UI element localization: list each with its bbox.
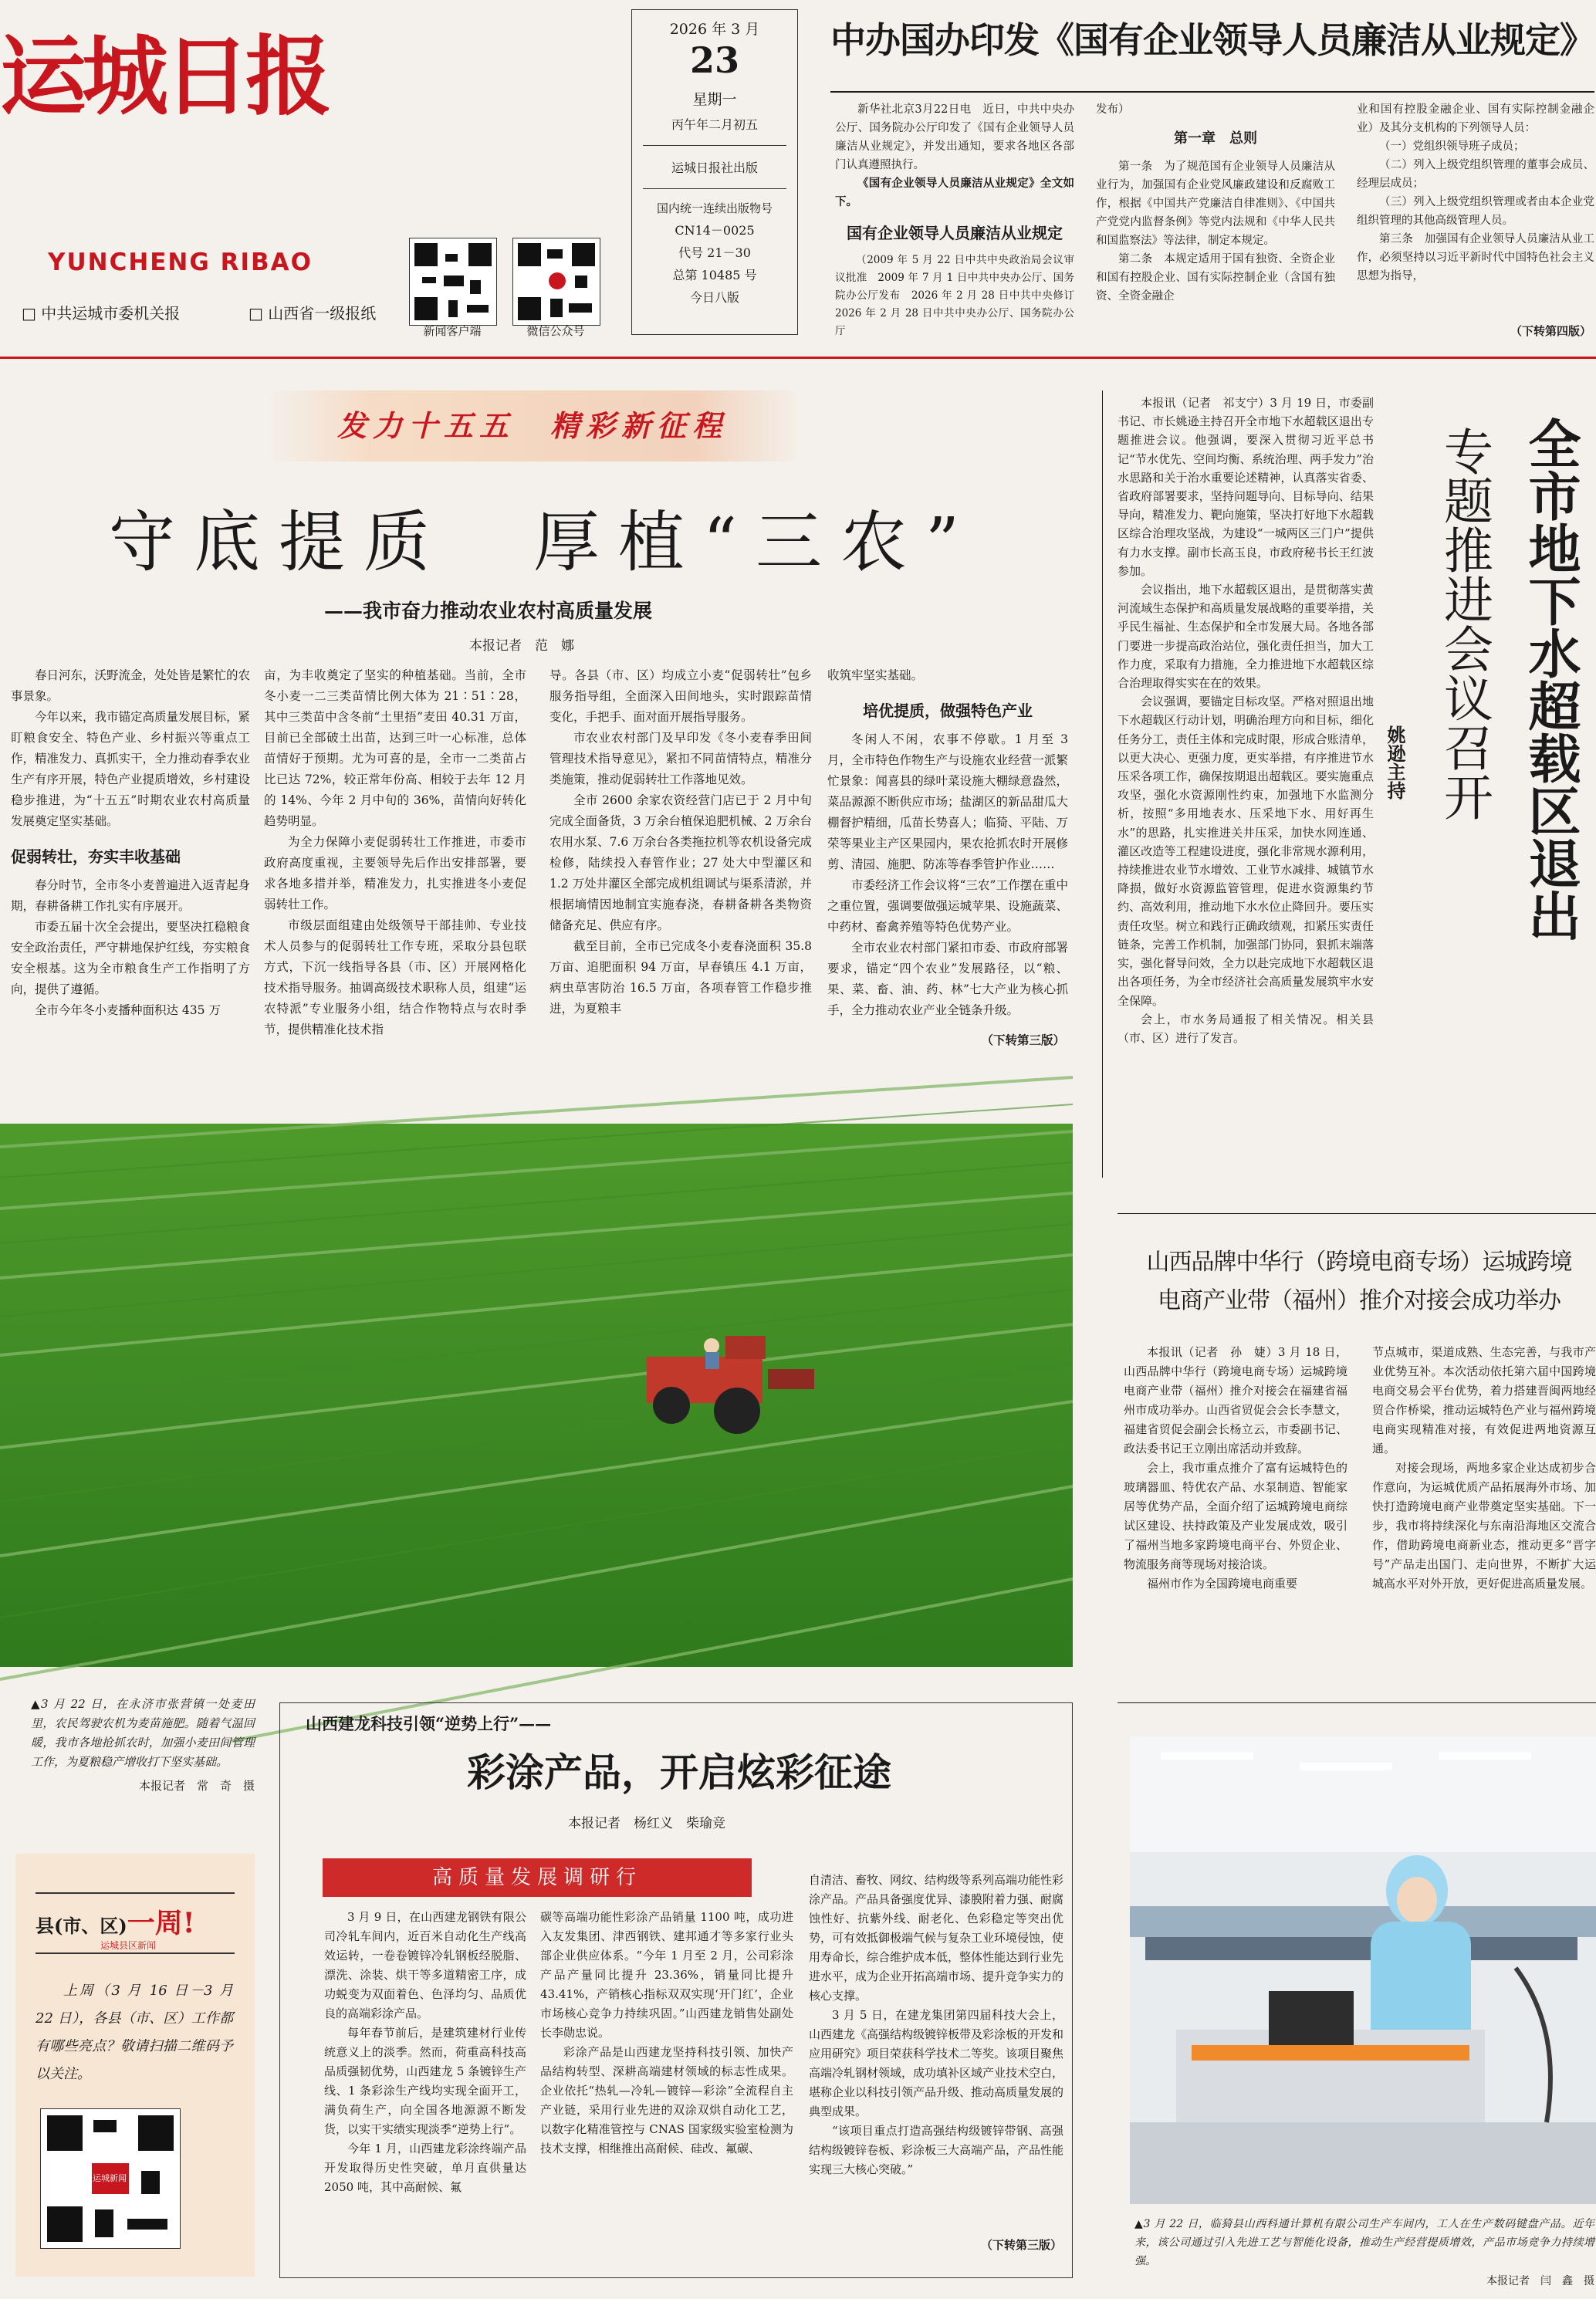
right-headline-b: 专题推进会议召开 <box>1435 426 1493 821</box>
news-app-qr-label: 新闻客户端 <box>423 324 482 338</box>
feature-headline: 守底提质 厚植“三农” <box>109 504 978 581</box>
caitu-col3: 自清洁、畜牧、网纹、结构级等系列高端功能性彩涂产品。产品具备强度优异、漆膜附着力强、耐腐蚀性好、抗紫外线、耐老化、色彩稳定等突出优势，可有效抵御极端气候与复杂工业环境侵蚀，使用寿命长，综合维护成本低，整体性能达到行业先进水平，成为企业开拓高端市场、提升竞争实力的核心支撑。 3 月 5 日，在建龙集团第四届科技大会上，山西建龙《高强结构级镀锌板带及彩涂板的开发和应用研究》项目荣获科学技术二等奖。该项目聚焦高端冷轧钢材领域，成功填补区域产业技术空白，堪称企业以科技引领产品升级、推动高质量发展的典型成果。 “该项目重点打造高强结构级镀锌带钢、高强结构级镀锌卷板、彩涂板三大高端产品，产品性能实现三大核心突破。” <box>809 1873 1064 2176</box>
masthead-title: 运城日报 <box>0 26 327 127</box>
top-news-col3: 业和国有控股金融企业、国有实际控制金融企业）及其分支机构的下列领导人员： （一）党组织领导班子成员； （二）列入上级党组织管理的董事会成员、经理层成员； （三）列入上级党组织管理或者由本企业党组织管理的其他高级管理人员。 第三条 加强国有企业领导人员廉洁从业工作，必须坚持以习近平新时代中国特色社会主义思想为指导， <box>1357 103 1594 282</box>
date-day: 23 <box>689 39 739 81</box>
weekly-text: 上周（3 月 16 日－3 月 22 日），各县（市、区）工作都有哪些亮点？敬请扫描二维码予以关注。 <box>36 1983 233 2082</box>
export-col1: 本报讯（记者 孙 婕）3 月 18 日，山西品牌中华行（跨境电商专场）运城跨境电商产业带（福州）推介对接会在福建省福州市成功举办。山西省贸促会会长李慧文，福建省贸促会副会长杨立云，市委副书记、政法委书记王立刚出席活动并致辞。 会上，我市重点推介了富有运城特色的玻璃器皿、特优农产品、水泵制造、智能家居等优势产品，全面介绍了运城跨境电商综试区建设、扶持政策及产业发展成效，吸引了福州当地多家跨境电商平台、外贸企业、物流服务商等现场对接洽谈。 福州市作为全国跨境电商重要 <box>1124 1345 1347 1591</box>
wechat-qr-label: 微信公众号 <box>526 324 585 338</box>
caitu-kicker: 山西建龙科技引领“逆势上行”—— <box>306 1714 552 1733</box>
photo2-caption: ▲3 月 22 日，临猗县山西科通计算机有限公司生产车间内，工人在生产数码键盘产品。近年来，该公司通过引入先进工艺与智能化设备，推动生产经营提质增效，产品市场竞争力持续增强。 本报记者 闫 鑫 摄 <box>1134 2218 1594 2287</box>
publisher: 运城日报社出版 <box>671 161 758 175</box>
top-news-continue: （下转第四版） <box>1434 323 1591 339</box>
total-issue: 总第 10485 号 <box>672 268 757 282</box>
caitu-col2: 碳等高端功能性彩涂产品销量 1100 吨，成功进入友发集团、津西钢铁、建邦通才等多家行业头部企业供应体系。“今年 1 月至 2 月，公司彩涂产品产量同比提升 23.36%，销量同比提升 43.41%，产销核心指标双双实现‘开门红’，企业市场核心竞争力持续巩固。”山西建龙销售处副处长李勋忠说。 彩涂产品是山西建龙坚持科技引领、加快产品结构转型、深耕高端建材领域的标志性成果。企业依托“热轧—冷轧—镀锌—彩涂”全流程自主产业链，采用行业先进的双涂双烘自动化工艺，以数字化精准管控与 CNAS 国家级实验室检测为技术支撑，相继推出高耐候、硅改、氟碳、 <box>540 1910 793 2155</box>
feature-subhead-2: 培优提质，做强特色产业 <box>863 702 1033 720</box>
masthead-pinyin: YUNCHENG RIBAO <box>48 248 313 276</box>
feature-byline: 本报记者 范 娜 <box>469 638 574 654</box>
factory-image <box>1130 1736 1596 2204</box>
date-box <box>631 9 798 335</box>
date-lunar: 丙午年二月初五 <box>671 117 758 132</box>
feature-col1: 春日河东，沃野流金，处处皆是繁忙的农事景象。 今年以来，我市锚定高质量发展目标，紧盯粮食安全、特色产业、乡村振兴等重点工作，精准发力、真抓实干，全力推动春季农业生产有序开展，特色产业提质增效，乡村建设稳步推进，为“十五五”时期农业农村高质量发展奠定坚实基础。 促弱转壮，夯实丰收基础 春分时节，全市冬小麦普遍进入返青起身期，春耕备耕工作扎实有序展开。 市委五届十次全会提出，要坚决扛稳粮食安全政治责任，严守耕地保护红线，夯实粮食安全根基。这为全市粮食生产工作指明了方向，提供了遵循。 全市今年冬小麦播种面积达 435 万 <box>11 668 251 1017</box>
top-news-headline: 中办国办印发《国有企业领导人员廉洁从业规定》 <box>830 19 1594 61</box>
weekly-tagline: 运城县区新闻 <box>100 1940 157 1951</box>
caitu-continue: （下转第三版） <box>908 2236 1062 2253</box>
caitu-banner: 高质量发展调研行 <box>323 1858 752 1897</box>
export-headline-a: 山西品牌中华行（跨境电商专场）运城跨境 <box>1146 1249 1572 1276</box>
top-news-col1: 新华社北京3月22日电 近日，中共中央办公厅、国务院办公厅印发了《国有企业领导人员廉洁从业规定》，并发出通知，要求各地区各部门认真遵照执行。 《国有企业领导人员廉洁从业规定》全文如下。 国有企业领导人员廉洁从业规定 （2009 年 5 月 22 日中共中央政治局会议审议批准 2009 年 7 月 1 日中共中央办公厅、国务院办公厅发布 2026 年 2 月 28 日中共中央修订 2026 年 2 月 28 日中共中央办公厅、国务院办公厅 <box>835 103 1085 337</box>
masthead-org1: □ 中共运城市委机关报 <box>22 304 181 323</box>
cn-number: CN14－0025 <box>675 223 755 238</box>
chapter-title: 第一章 总则 <box>1174 130 1257 147</box>
wechat-qr[interactable] <box>512 238 600 326</box>
photo1-caption: ▲3 月 22 日，在永济市张营镇一处麦田里，农民驾驶农机为麦苗施肥。随着气温回暖，我市各地抢抓农时，加强小麦田间管理工作，为夏粮稳产增收打下坚实基础。 本报记者 常 奇 摄 <box>31 1697 255 1793</box>
page-count: 今日八版 <box>689 290 739 305</box>
weekly-title-b: 一周! <box>127 1907 195 1939</box>
feature-col2: 亩，为丰收奠定了坚实的种植基础。当前，全市冬小麦一二三类苗情比例大体为 21∶51∶28，其中三类苗中含冬前“土里捂”麦田 40.31 万亩，目前已全部破土出苗，达到三叶一心标准，总体苗情好于预期。尤为可喜的是，全市一二类苗占比已达 72%，较正常年份高、相较于去年 12 月的 14%、今年 2 月中旬的 36%，苗情向好转化趋势明显。 为全力保障小麦促弱转壮工作推进，市委市政府高度重视，主要领导先后作出安排部署，要求各地多措并举，精准发力，扎实推进冬小麦促弱转壮工作。 市级层面组建由处级领导干部挂帅、专业技术人员参与的促弱转壮工作专班，采取分县包联方式，下沉一线指导各县（市、区）开展网格化技术指导服务。抽调高级技术职称人员，组建“运农特派”专业服务小组，结合作物特点与农时季节，提供精准化技术指 <box>264 668 526 1036</box>
date-weekday: 星期一 <box>692 91 737 108</box>
right-presider: 姚逊主持 <box>1384 725 1406 800</box>
caitu-headline: 彩涂产品，开启炫彩征途 <box>467 1750 891 1795</box>
right-article-body: 本报讯（记者 祁支宁）3 月 19 日，市委副书记、市长姚逊主持召开全市地下水超载区退出专题推进会议。他强调，要深入贯彻习近平总书记“节水优先、空间均衡、系统治理、两手发力”治水思路和关于治水重要论述精神，认真落实省委、省政府部署要求，坚持问题导向、目标导向、结果导向，精准发力、靶向施策，坚决打好地下水超载区综合治理攻坚战，为建设“一城两区三门户”提供有力水支撑。副市长高玉良，市政府秘书长王红波参加。 会议指出，地下水超载区退出，是贯彻落实黄河流域生态保护和高质量发展战略的重要举措，关乎民生福祉、生态保护和全市发展大局。各地各部门要进一步提高政治站位，强化责任担当，加大工作力度，采取有力措施，全力推进地下水超载区综合治理取得实实在在的效果。 会议强调，要锚定目标攻坚。严格对照退出地下水超载区行动计划，明确治理方向和目标，细化任务分工，责任主体和完成时限，形成合账清单，以更大决心、更强力度，更实举措，有序推进节水压采各项工作，确保按期退出超载区。要实施重点攻坚，强化水资源刚性约束，加强地下水监测分析，按照“多用地表水、压采地下水、用好再生水”的思路，扎实推进关井压采，加快水网连通、灌区改造等工程建设进度，强化非常规水源利用，持续推进农业节水增效、工业节水减排、城镇节水降损，做好水资源监管管理，促进水资源集约节约、高效利用，推动地下水水位止降回升。要压实责任攻坚。树立和践行正确政绩观，扣紧压实责任链条，完善工作机制，加强部门协同，狠抓末端落实，强化督导问效，全力以赴完成地下水超载区退出各项任务，为全市经济社会高质量发展筑牢水安全保障。 会上，市水务局通报了相关情况。相关县（市、区）进行了发言。 <box>1118 396 1374 1045</box>
caitu-byline: 本报记者 杨红义 柴瑜竞 <box>568 1816 725 1831</box>
weekly-qr-label: 运城新闻 <box>93 2173 127 2183</box>
feature-col3: 导。各县（市、区）均成立小麦“促弱转壮”包乡服务指导组，全面深入田间地头，实时跟踪苗情变化，手把手、面对面开展指导服务。 市农业农村部门及早印发《冬小麦春季田间管理技术指导意见》，紧扣不同苗情特点，精准分类施策，推动促弱转壮工作落地见效。 全市 2600 余家农资经营门店已于 2 月中旬完成全面备货，3 万余台植保追肥机械、2 万余台农用水泵、7.6 万余台各类拖拉机等农机设备完成检修，陆续投入春管作业；27 处大中型灌区和 1.2 万处井灌区全部完成机组调试与渠系清淤，并根据墒情因地制宜实施春浇，春耕备耕各类物资储备充足、供应有序。 截至目前，全市已完成冬小麦春浇面积 35.8 万亩、追肥面积 94 万亩，早春镇压 4.1 万亩，病虫草害防治 16.5 万亩，各项春管工作稳步推进，为夏粮丰 <box>549 668 812 1016</box>
export-headline-b: 电商产业带（福州）推介对接会成功举办 <box>1158 1287 1560 1314</box>
issn-label: 国内统一连续出版物号 <box>656 201 773 215</box>
factory-photo <box>1130 1736 1596 2204</box>
top-news-col2: 发布） 第一章 总则 第一条 为了规范国有企业领导人员廉洁从业行为，加强国有企业党风廉政建设和反腐败工作，根据《中国共产党廉洁自律准则》、《中国共产党党内监督条例》等党内法规和《中华人民共和国监察法》等法律，制定本规定。 第二条 本规定适用于国有独资、全资企业和国有控股企业、国有实际控制企业（含国有独资、全资金融企 <box>1096 103 1335 303</box>
news-app-qr[interactable] <box>409 238 497 326</box>
weekly-promo <box>15 1854 255 2277</box>
feature-continue: （下转第三版） <box>911 1031 1065 1048</box>
feature-subhead-1: 促弱转壮，夯实丰收基础 <box>11 847 181 866</box>
masthead-org2: □ 山西省一级报纸 <box>249 304 377 323</box>
wheat-field-photo <box>0 1124 1073 1667</box>
campaign-banner: 发力十五五 精彩新征程 <box>262 390 803 461</box>
caitu-col1: 3 月 9 日，在山西建龙钢铁有限公司冷轧车间内，近百米自动化生产线高效运转，一卷卷镀锌冷轧钢板经脱脂、漂洗、涂装、烘干等多道精密工序，成功蜕变为双面着色、色泽均匀、品质优良的高端彩涂产品。 每年春节前后，是建筑建材行业传统意义上的淡季。然而，荷重高科技高品质强韧优势，山西建龙 5 条镀锌生产线、1 条彩涂生产线均实现全面开工，满负荷生产，向全国各地源源不断发货，以实干实绩实现淡季“逆势上行”。 今年 1 月，山西建龙彩涂终端产品开发取得历史性突破，单月直供量达 2050 吨，其中高耐候、氟 <box>324 1910 526 2194</box>
right-headline-a: 全市地下水超载区退出 <box>1520 417 1581 942</box>
weekly-title-a: 县(市、区) <box>36 1915 127 1937</box>
feature-col4: 收筑牢坚实基础。 培优提质，做强特色产业 冬闲人不闲，农事不停歇。1 月至 3 月，全市特色作物生产与设施农业经营一派繁忙景象：闻喜县的绿叶菜设施大棚绿意盎然，菜品源源不断供应市场；盐湖区的新品甜瓜大棚督护精细，瓜苗长势喜人；临猗、平陆、万荣等果业主产区果园内，果农抢抓农时开展修剪、清园、施肥、防冻等春季管护作业…… 市委经济工作会议将“三农”工作摆在重中之重位置，强调要做强运城苹果、设施蔬菜、中药材、畜禽养殖等特色优势产业。 全市农业农村部门紧扣市委、市政府部署要求，锚定“四个农业”发展路径，以“粮、果、菜、畜、油、药、林”七大产业为核心抓手，全力推动农业产业全链条升级。 <box>827 668 1068 1017</box>
post-code: 代号 21－30 <box>678 245 751 260</box>
feature-subheadline: ——我市奋力推动农业农村高质量发展 <box>324 600 653 622</box>
wheat-field-image <box>0 1124 1073 1667</box>
export-col2: 节点城市，渠道成熟、生态完善，与我市产业优势互补。本次活动依托第六届中国跨境电商交易会平台优势，着力搭建晋闽两地经贸合作桥梁，推动运城特色产业与福州跨境电商实现精准对接，有效促进两地资源互通。 对接会现场，两地多家企业达成初步合作意向，为运城优质产品拓展海外市场、加快打造跨境电商产业带奠定坚实基础。下一步，我市将持续深化与东南沿海地区交流合作，借助跨境电商新业态，推动更多“晋字号”产品走出国门、走向世界，不断扩大运城高水平对外开放，更好促进高质量发展。 <box>1372 1345 1596 1591</box>
date-year-month: 2026 年 3 月 <box>669 21 760 38</box>
